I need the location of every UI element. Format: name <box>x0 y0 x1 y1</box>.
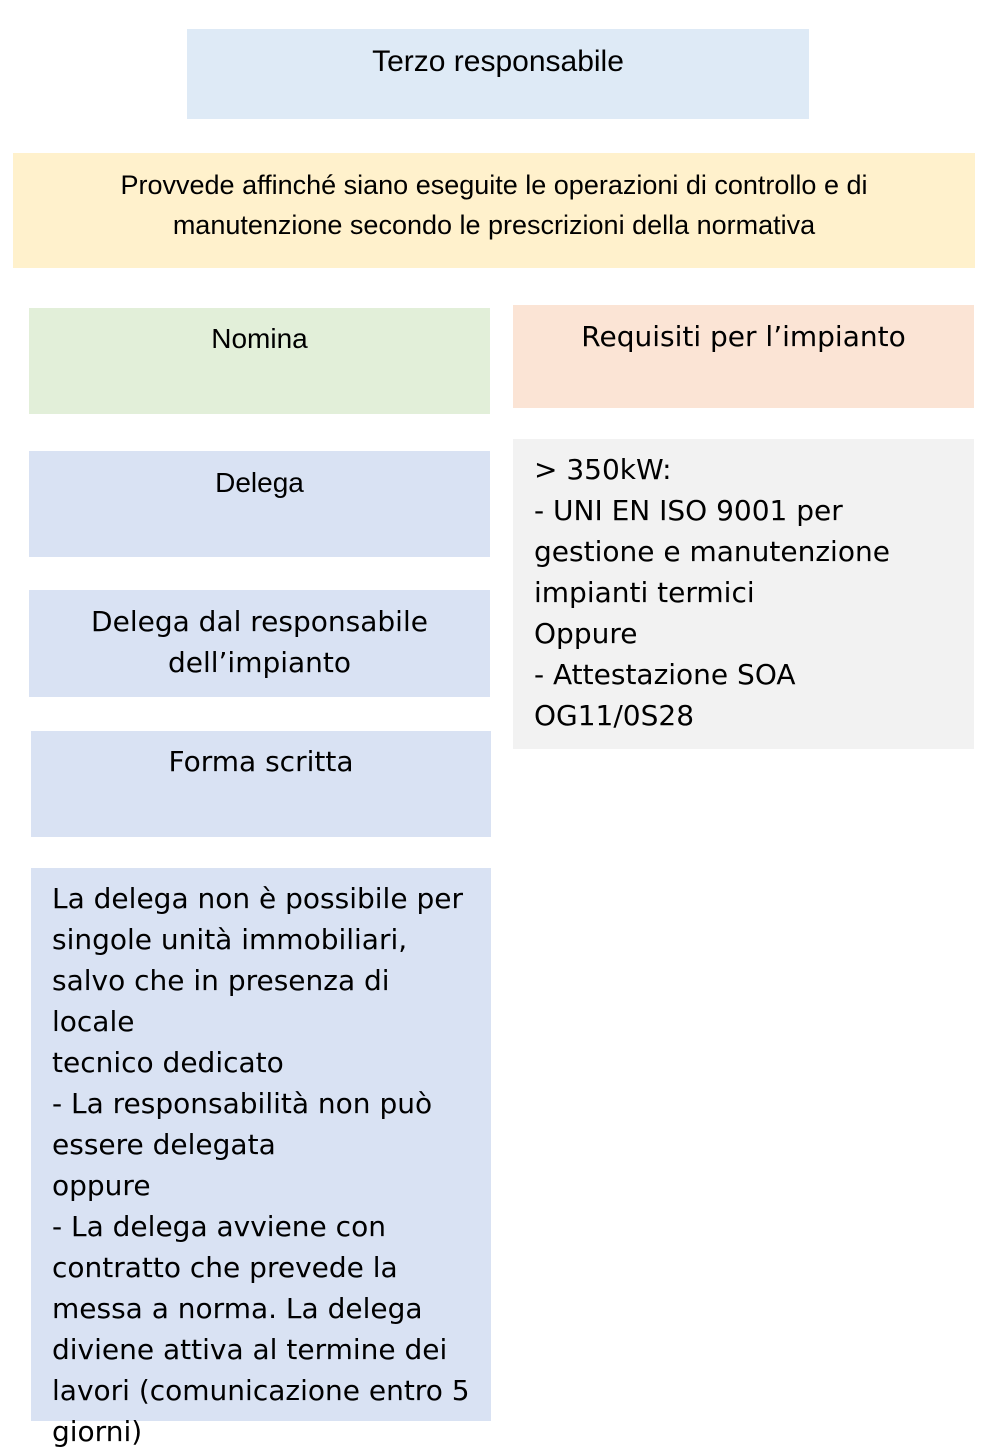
note-line: essere delegata <box>52 1128 276 1161</box>
note-line: singole unità immobiliari, <box>52 923 408 956</box>
note-line: contratto che prevede la <box>52 1251 398 1284</box>
requisiti-detail-line: Oppure <box>534 617 638 650</box>
delega-dal-line: dell’impianto <box>167 646 352 679</box>
requisiti-label: Requisiti per l’impianto <box>581 320 906 353</box>
description-line: Provvede affinché siano eseguite le operazioni di controllo e di <box>120 170 868 200</box>
requisiti-box <box>513 305 974 408</box>
note-line: oppure <box>52 1169 151 1202</box>
delega-dal-line: Delega dal responsabile <box>91 605 428 638</box>
requisiti-detail-line: impianti termici <box>534 576 755 609</box>
requisiti-detail-line: - UNI EN ISO 9001 per <box>534 494 843 527</box>
note-line: salvo che in presenza di locale <box>52 964 390 1038</box>
title-box <box>187 29 809 119</box>
note-line: giorni) <box>52 1415 143 1448</box>
description-line: manutenzione secondo le prescrizioni della normativa <box>172 210 816 240</box>
note-line: lavori (comunicazione entro 5 <box>52 1374 470 1407</box>
requisiti-detail-line: OG11/0S28 <box>534 699 695 732</box>
requisiti-detail-line: - Attestazione SOA <box>534 658 796 691</box>
requisiti-detail-line: > 350kW: <box>534 453 672 486</box>
description-box <box>13 153 975 268</box>
note-line: - La delega avviene con <box>52 1210 386 1243</box>
delega-box <box>29 451 490 557</box>
note-line: tecnico dedicato <box>52 1046 284 1079</box>
nomina-label: Nomina <box>211 323 308 354</box>
delega-label: Delega <box>215 467 304 498</box>
note-line: La delega non è possibile per <box>52 882 463 915</box>
requisiti-detail-line: gestione e manutenzione <box>534 535 890 568</box>
note-line: diviene attiva al termine dei <box>52 1333 448 1366</box>
delega-dal-responsabile-box <box>29 590 490 697</box>
note-line: - La responsabilità non può <box>52 1087 433 1120</box>
forma-scritta-label: Forma scritta <box>168 745 354 778</box>
delega-note-box <box>31 868 491 1448</box>
nomina-box <box>29 308 490 414</box>
note-line: messa a norma. La delega <box>52 1292 423 1325</box>
requisiti-detail-box <box>513 439 974 749</box>
title-text: Terzo responsabile <box>372 45 624 78</box>
forma-scritta-box <box>31 731 491 837</box>
